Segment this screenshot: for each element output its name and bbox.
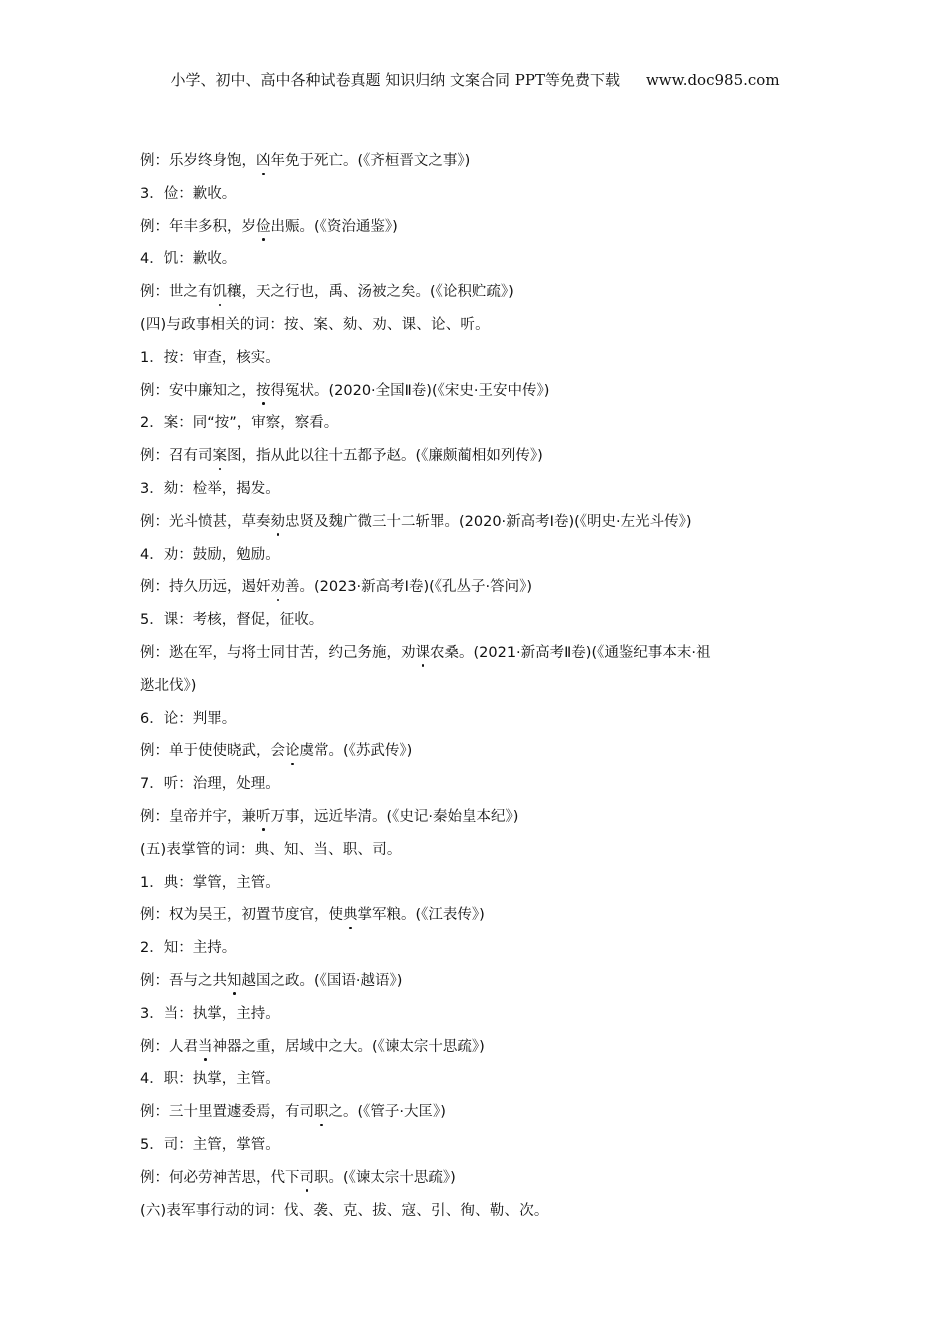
emphasized-character: 劾 [271, 511, 286, 533]
text-run: 2．知：主持。 [140, 940, 237, 957]
text-run: 图，指从此以往十五都予赵。(《廉颇蔺相如列传》) [227, 448, 543, 465]
text-run: (六)表军事行动的词：伐、袭、克、拔、寇、引、徇、勒、次。 [140, 1202, 549, 1219]
emphasized-character: 司 [300, 1167, 315, 1189]
text-run: 忠贤及魏广微三十二斩罪。(2020·新高考Ⅰ卷)(《明史·左光斗传》) [285, 513, 692, 530]
text-run: 穰，天之行也，禹、汤被之矣。(《论积贮疏》) [227, 284, 514, 301]
document-body [140, 150, 820, 1232]
emphasized-character: 典 [343, 904, 358, 926]
text-run: 5．司：主管，掌管。 [140, 1136, 280, 1153]
text-run: 例：乐岁终身饱， [140, 153, 256, 169]
example-sentence [140, 970, 820, 1003]
header-website: www.doc985.com [645, 71, 780, 89]
text-run: 5．课：考核，督促，征收。 [140, 612, 324, 629]
example-sentence [140, 150, 820, 183]
example-sentence [140, 281, 820, 314]
text-run: 虞常。(《苏武传》) [299, 743, 413, 760]
text-run: 例：召有司 [140, 448, 213, 465]
definition-item [140, 1003, 820, 1036]
example-sentence [140, 642, 820, 675]
emphasized-character: 凶 [256, 150, 271, 172]
emphasized-character: 论 [285, 740, 300, 762]
emphasized-character: 听 [256, 806, 271, 828]
emphasized-character: 当 [198, 1036, 213, 1058]
example-sentence [140, 1167, 820, 1200]
text-run: (五)表掌管的词：典、知、当、职、司。 [140, 841, 402, 858]
definition-item [140, 1068, 820, 1101]
definition-item [140, 1134, 820, 1167]
text-run: 3．俭：歉收。 [140, 185, 237, 202]
text-run: 3．当：执掌，主持。 [140, 1005, 280, 1022]
text-run: 得冤状。(2020·全国Ⅱ卷)(《宋史·王安中传》) [270, 382, 550, 399]
example-sentence [140, 1036, 820, 1069]
text-run: (四)与政事相关的词：按、案、劾、劝、课、论、听。 [140, 316, 490, 333]
emphasized-character: 案 [213, 445, 228, 467]
text-run: 例：年丰多积，岁 [140, 218, 256, 235]
text-run: 职。(《谏太宗十思疏》) [314, 1169, 456, 1186]
text-run: 2．案：同“按”，审察，察看。 [140, 415, 339, 432]
text-run: 例：三十里置遽委焉，有司 [140, 1104, 314, 1121]
text-run: 之。(《管子·大匡》) [328, 1104, 446, 1121]
text-run: 例：世之有 [140, 284, 213, 301]
emphasized-character: 职 [314, 1101, 329, 1123]
section-heading [140, 314, 820, 347]
text-run: 1．典：掌管，主管。 [140, 874, 280, 891]
definition-item [140, 773, 820, 806]
text-run: 例：皇帝并宇，兼 [140, 808, 256, 825]
example-sentence [140, 216, 820, 249]
text-run: 农桑。(2021·新高考Ⅱ卷)(《通鉴纪事本末·祖 [430, 644, 711, 661]
example-sentence [140, 445, 820, 478]
text-run: 例：权为吴王，初置节度官，使 [140, 907, 343, 924]
example-sentence [140, 380, 820, 413]
text-run: 3．劾：检举，揭发。 [140, 480, 280, 497]
definition-item [140, 347, 820, 380]
text-run: 例：安中廉知之， [140, 382, 256, 399]
example-sentence [140, 576, 820, 609]
text-run: 4．饥：歉收。 [140, 251, 237, 268]
text-run: 例：何必劳神苦思，代下 [140, 1169, 300, 1186]
example-sentence [140, 806, 820, 839]
text-run: 神器之重，居域中之大。(《谏太宗十思疏》) [212, 1038, 485, 1055]
text-run: 出赈。(《资治通鉴》) [270, 218, 398, 235]
text-run: 4．职：执掌，主管。 [140, 1071, 280, 1088]
section-heading [140, 1200, 820, 1233]
example-sentence [140, 511, 820, 544]
text-run: 例：持久历远，遏奸 [140, 579, 271, 596]
emphasized-character: 劝 [271, 576, 286, 598]
definition-item [140, 412, 820, 445]
text-run: 例：光斗愤甚，草奏 [140, 513, 271, 530]
text-run: 掌军粮。(《江表传》) [357, 907, 485, 924]
example-sentence [140, 1101, 820, 1134]
definition-item [140, 478, 820, 511]
emphasized-character: 按 [256, 380, 271, 402]
text-run: 1．按：审查，核实。 [140, 349, 280, 366]
example-continuation [140, 675, 820, 708]
definition-item [140, 872, 820, 905]
text-run: 例：人君 [140, 1038, 198, 1055]
text-run: 万事，远近毕清。(《史记·秦始皇本纪》) [270, 808, 519, 825]
header-text: 小学、初中、高中各种试卷真题 知识归纳 文案合同 PPT等免费下载 [170, 71, 620, 89]
text-run: 例：吾与之共 [140, 972, 227, 989]
definition-item [140, 937, 820, 970]
emphasized-character: 课 [416, 642, 431, 664]
text-run: 年免于死亡。(《齐桓晋文之事》) [270, 153, 471, 169]
definition-item [140, 248, 820, 281]
emphasized-character: 俭 [256, 216, 271, 238]
text-run: 6．论：判罪。 [140, 710, 237, 727]
text-run: 例：单于使使晓武，会 [140, 743, 285, 760]
example-sentence [140, 904, 820, 937]
definition-item [140, 708, 820, 741]
section-heading [140, 839, 820, 872]
emphasized-character: 饥 [213, 281, 228, 303]
text-run: 例：逖在军，与将士同甘苦，约己务施，劝 [140, 644, 416, 661]
text-run: 善。(2023·新高考Ⅰ卷)(《孔丛子·答问》) [285, 579, 533, 596]
definition-item [140, 183, 820, 216]
text-run: 4．劝：鼓励，勉励。 [140, 546, 280, 563]
text-run: 7．听：治理，处理。 [140, 776, 280, 793]
definition-item [140, 544, 820, 577]
example-sentence [140, 740, 820, 773]
emphasized-character: 知 [227, 970, 242, 992]
text-run: 逖北伐》) [140, 677, 197, 694]
definition-item [140, 609, 820, 642]
text-run: 越国之政。(《国语·越语》) [241, 972, 403, 989]
page-header [0, 69, 950, 90]
